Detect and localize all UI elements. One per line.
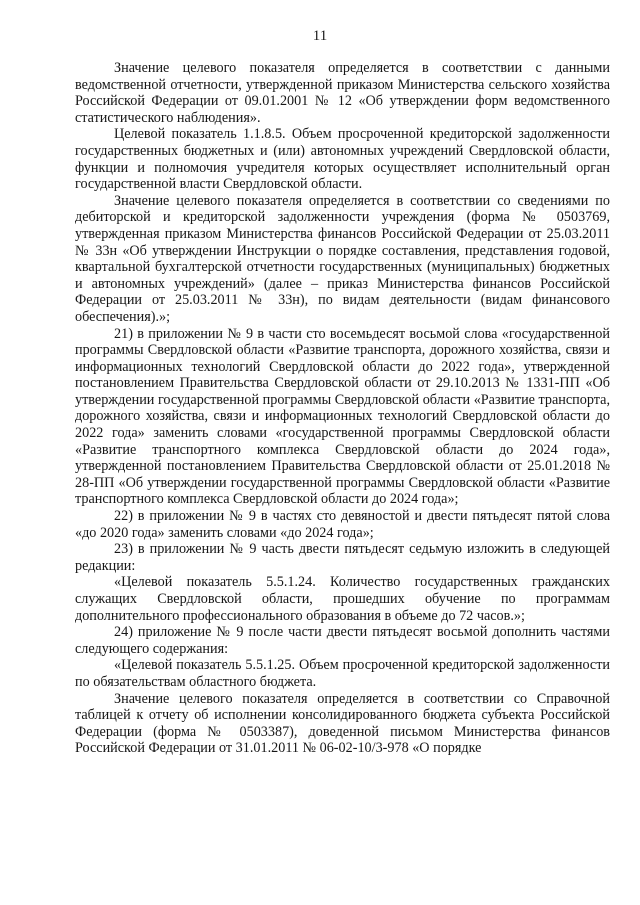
paragraph-form-0503769: Значение целевого показателя определяется в соответствии со сведениями по дебиторской и кредиторской задолженности учреждения (форма № 0503769, утвержденная приказом Министерства финансов Российской Федерации от 25.03.2011 № 33н «Об утверждении Инструкции о порядке составления, представления годовой, квартальной бухгалтерской отчетности государственных (муниципальных) бюджетных и автономных учреждений» (далее – приказ Министерства финансов Российской Федерации от 25.03.2011 № 33н), по видам деятельности (видам финансового обеспечения).»; — [75, 192, 610, 325]
paragraph-item-23: 23) в приложении № 9 часть двести пятьдесят седьмую изложить в следующей редакции: — [75, 541, 610, 574]
page-number: 11 — [312, 28, 328, 44]
paragraph-indicator-5-5-1-24: «Целевой показатель 5.5.1.24. Количество государственных гражданских служащих Свердловской области, прошедших обучение по программам дополнительного профессионального образования в объеме до 72 часов.»; — [75, 574, 610, 624]
paragraph-indicator-5-5-1-25: «Целевой показатель 5.5.1.25. Объем просроченной кредиторской задолженности по обязательствам областного бюджета. — [75, 657, 610, 690]
paragraph-item-24: 24) приложение № 9 после части двести пятьдесят восьмой дополнить частями следующего содержания: — [75, 624, 610, 657]
paragraph-target-value-source: Значение целевого показателя определяется в соответствии с данными ведомственной отчетности, утвержденной приказом Министерства сельского хозяйства Российской Федерации от 09.01.2001 № 12 «Об утверждении форм ведомственного статистического наблюдения». — [75, 60, 610, 126]
paragraph-item-22: 22) в приложении № 9 в частях сто девяностой и двести пятьдесят пятой слова «до 2020 года» заменить словами «до 2024 года»; — [75, 508, 610, 541]
paragraph-item-21: 21) в приложении № 9 в части сто восемьдесят восьмой слова «государственной программы Свердловской области «Развитие транспорта, дорожного хозяйства, связи и информационных технологий Свердловской области до 2022 года», утвержденной постановлением Правительства Свердловской области от 29.10.2013 № 1331-ПП «Об утверждении государственной программы Свердловской области «Развитие транспорта, дорожного хозяйства, связи и информационных технологий Свердловской области до 2022 года» заменить словами «государственной программы Свердловской области «Развитие транспортного комплекса Свердловской области до 2024 года», утвержденной постановлением Правительства Свердловской области от 25.01.2018 № 28-ПП «Об утверждении государственной программы Свердловской области «Развитие транспортного комплекса Свердловской области до 2024 года»; — [75, 325, 610, 508]
paragraph-form-0503387: Значение целевого показателя определяется в соответствии со Справочной таблицей к отчету об исполнении консолидированного бюджета субъекта Российской Федерации (форма № 0503387), доведенной письмом Министерства финансов Российской Федерации от 31.01.2011 № 06-02-10/3-978 «О порядке — [75, 690, 610, 757]
document-body — [75, 60, 610, 757]
paragraph-indicator-1-1-8-5: Целевой показатель 1.1.8.5. Объем просроченной кредиторской задолженности государственных бюджетных и (или) автономных учреждений Свердловской области, функции и полномочия учредителя которых осуществляет исполнительный орган государственной власти Свердловской области. — [75, 126, 610, 193]
